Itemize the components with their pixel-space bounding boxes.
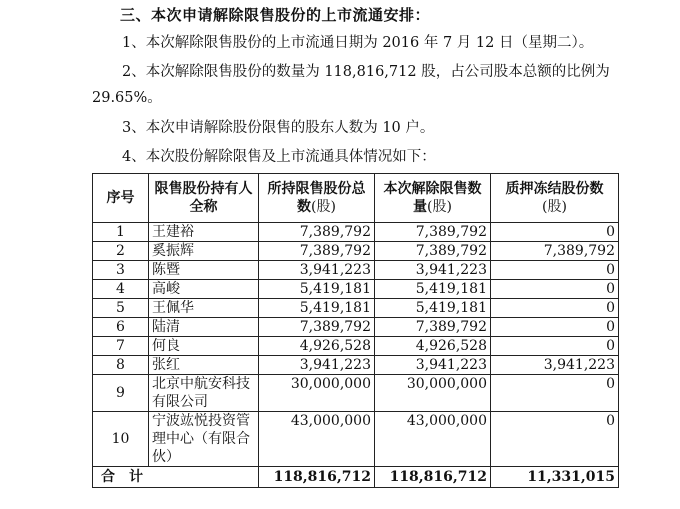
header-index: 序号 bbox=[93, 174, 149, 223]
table-row bbox=[93, 412, 619, 467]
row-pledged-shares: 0 bbox=[491, 280, 619, 299]
row-index: 2 bbox=[93, 242, 149, 261]
row-holder-name: 王佩华 bbox=[149, 299, 259, 318]
row-index: 10 bbox=[93, 412, 149, 467]
row-pledged-shares: 7,389,792 bbox=[491, 242, 619, 261]
paragraph-holder-count: 3、本次申请解除股份限售的股东人数为 10 户。 bbox=[122, 120, 435, 136]
table-total-row bbox=[93, 467, 619, 488]
row-index: 4 bbox=[93, 280, 149, 299]
header-released-shares: 本次解除限售数量(股) bbox=[375, 174, 491, 223]
total-pledged-shares: 11,331,015 bbox=[491, 467, 619, 488]
row-pledged-shares: 0 bbox=[491, 412, 619, 467]
total-label: 合计 bbox=[93, 467, 259, 488]
table-header-row bbox=[93, 174, 619, 223]
row-released-shares: 4,926,528 bbox=[375, 337, 491, 356]
row-released-shares: 7,389,792 bbox=[375, 318, 491, 337]
row-held-shares: 4,926,528 bbox=[259, 337, 375, 356]
paragraph-release-quantity: 2、本次解除限售股份的数量为 118,816,712 股，占公司股本总额的比例为 bbox=[122, 64, 610, 80]
row-released-shares: 5,419,181 bbox=[375, 280, 491, 299]
row-released-shares: 3,941,223 bbox=[375, 356, 491, 375]
row-holder-name: 王建裕 bbox=[149, 223, 259, 242]
section-heading: 三、本次申请解除限售股份的上市流通安排： bbox=[120, 6, 431, 24]
row-held-shares: 5,419,181 bbox=[259, 280, 375, 299]
table-row bbox=[93, 223, 619, 242]
row-released-shares: 7,389,792 bbox=[375, 223, 491, 242]
row-holder-name: 北京中航安科技有限公司 bbox=[149, 375, 259, 412]
row-held-shares: 7,389,792 bbox=[259, 223, 375, 242]
row-released-shares: 7,389,792 bbox=[375, 242, 491, 261]
header-pledged-shares: 质押冻结股份数 (股) bbox=[491, 174, 619, 223]
row-held-shares: 7,389,792 bbox=[259, 242, 375, 261]
row-released-shares: 5,419,181 bbox=[375, 299, 491, 318]
row-pledged-shares: 0 bbox=[491, 375, 619, 412]
paragraph-release-ratio: 29.65%。 bbox=[92, 90, 162, 106]
table-row bbox=[93, 356, 619, 375]
table-row bbox=[93, 280, 619, 299]
restricted-shares-table bbox=[92, 173, 619, 488]
row-pledged-shares: 3,941,223 bbox=[491, 356, 619, 375]
header-held-shares: 所持限售股份总数(股) bbox=[259, 174, 375, 223]
row-pledged-shares: 0 bbox=[491, 223, 619, 242]
table-row bbox=[93, 375, 619, 412]
table-row bbox=[93, 337, 619, 356]
row-holder-name: 陈暨 bbox=[149, 261, 259, 280]
row-index: 3 bbox=[93, 261, 149, 280]
row-held-shares: 30,000,000 bbox=[259, 375, 375, 412]
table-row bbox=[93, 299, 619, 318]
row-holder-name: 张红 bbox=[149, 356, 259, 375]
row-held-shares: 7,389,792 bbox=[259, 318, 375, 337]
row-index: 9 bbox=[93, 375, 149, 412]
paragraph-listing-date: 1、本次解除限售股份的上市流通日期为 2016 年 7 月 12 日（星期二）。 bbox=[122, 35, 594, 51]
row-released-shares: 3,941,223 bbox=[375, 261, 491, 280]
row-holder-name: 宁波竑悦投资管理中心（有限合伙） bbox=[149, 412, 259, 467]
row-holder-name: 高峻 bbox=[149, 280, 259, 299]
header-holder-name: 限售股份持有人全称 bbox=[149, 174, 259, 223]
total-held-shares: 118,816,712 bbox=[259, 467, 375, 488]
row-held-shares: 3,941,223 bbox=[259, 261, 375, 280]
table-row bbox=[93, 242, 619, 261]
row-holder-name: 陆清 bbox=[149, 318, 259, 337]
row-index: 1 bbox=[93, 223, 149, 242]
table-row bbox=[93, 318, 619, 337]
row-index: 5 bbox=[93, 299, 149, 318]
row-released-shares: 43,000,000 bbox=[375, 412, 491, 467]
row-index: 6 bbox=[93, 318, 149, 337]
row-holder-name: 奚振辉 bbox=[149, 242, 259, 261]
row-pledged-shares: 0 bbox=[491, 337, 619, 356]
row-index: 7 bbox=[93, 337, 149, 356]
row-held-shares: 43,000,000 bbox=[259, 412, 375, 467]
row-held-shares: 5,419,181 bbox=[259, 299, 375, 318]
total-released-shares: 118,816,712 bbox=[375, 467, 491, 488]
row-released-shares: 30,000,000 bbox=[375, 375, 491, 412]
table-row bbox=[93, 261, 619, 280]
row-holder-name: 何良 bbox=[149, 337, 259, 356]
row-pledged-shares: 0 bbox=[491, 318, 619, 337]
row-index: 8 bbox=[93, 356, 149, 375]
row-pledged-shares: 0 bbox=[491, 299, 619, 318]
row-pledged-shares: 0 bbox=[491, 261, 619, 280]
row-held-shares: 3,941,223 bbox=[259, 356, 375, 375]
paragraph-table-intro: 4、本次股份解除限售及上市流通具体情况如下： bbox=[122, 149, 436, 165]
